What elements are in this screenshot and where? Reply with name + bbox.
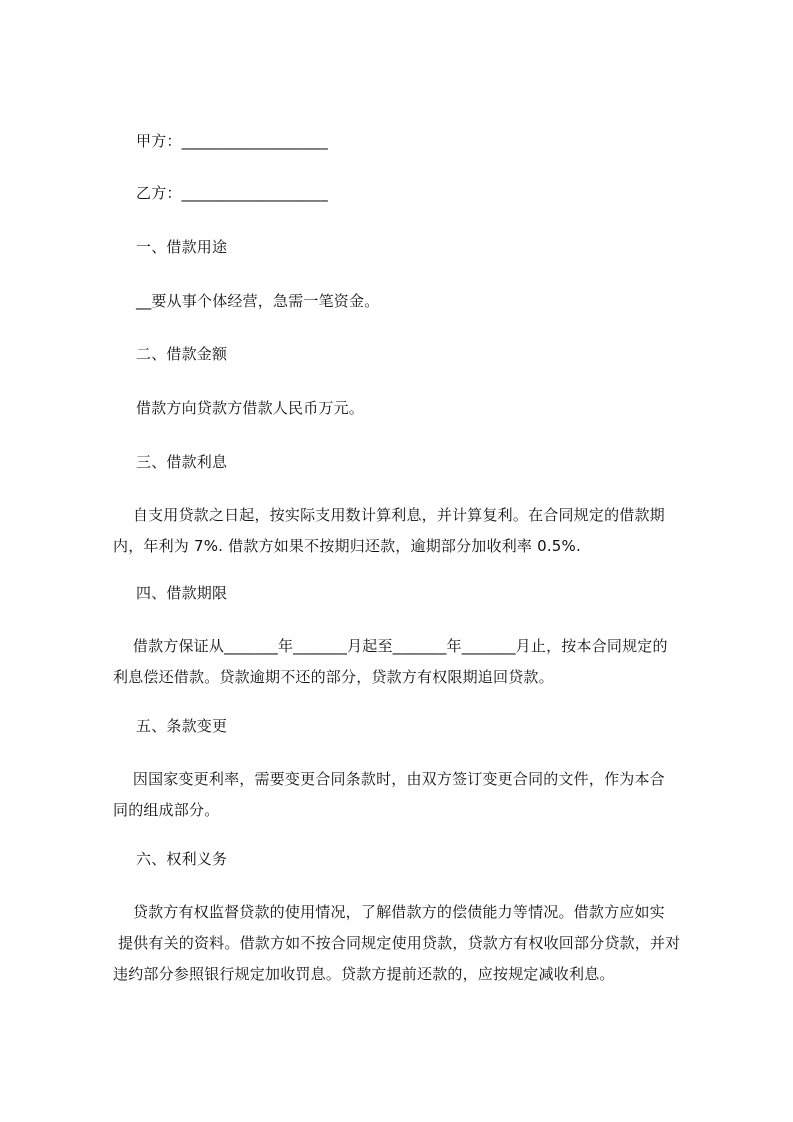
section5-heading: 五、条款变更 — [136, 717, 228, 735]
section6-body-line: 贷款方有权监督贷款的使用情况，了解借款方的偿债能力等情况。借款方应如实 — [113, 903, 665, 921]
section2-heading: 二、借款金额 — [136, 345, 228, 363]
section1-heading: 一、借款用途 — [136, 238, 228, 256]
section6-body-line: 提供有关的资料。借款方如不按合同规定使用贷款，贷款方有权收回部分贷款，并对 — [113, 934, 681, 952]
section3-body-line: 自支用贷款之日起，按实际支用数计算利息，并计算复利。在合同规定的借款期 — [113, 506, 665, 524]
section3-body — [113, 500, 703, 562]
section1-body: __要从事个体经营，急需一笔资金。 — [136, 292, 380, 310]
section2-body: 借款方向贷款方借款人民币万元。 — [136, 399, 365, 417]
section6-body-line: 违约部分参照银行规定加收罚息。贷款方提前还款的，应按规定减收利息。 — [113, 965, 615, 983]
section6-body — [113, 897, 703, 990]
section4-body — [113, 631, 703, 693]
section5-body — [113, 764, 703, 826]
section6-heading: 六、权利义务 — [136, 850, 228, 868]
party-b-line: 乙方：___________________ — [136, 184, 328, 202]
section3-body-line: 内，年利为 7%. 借款方如果不按期归还款，逾期部分加收利率 0.5%. — [113, 537, 581, 555]
section5-body-line: 因国家变更利率，需要变更合同条款时，由双方签订变更合同的文件，作为本合 — [113, 770, 665, 788]
section5-body-line: 同的组成部分。 — [113, 801, 220, 819]
party-a-line: 甲方：___________________ — [136, 132, 328, 150]
section4-body-line: 利息偿还借款。贷款逾期不还的部分，贷款方有权限期追回贷款。 — [113, 668, 554, 686]
section4-body-line: 借款方保证从_______年_______月起至_______年_______月止，按本合同规定的 — [113, 637, 668, 655]
section4-heading: 四、借款期限 — [136, 584, 228, 602]
section3-heading: 三、借款利息 — [136, 453, 228, 471]
